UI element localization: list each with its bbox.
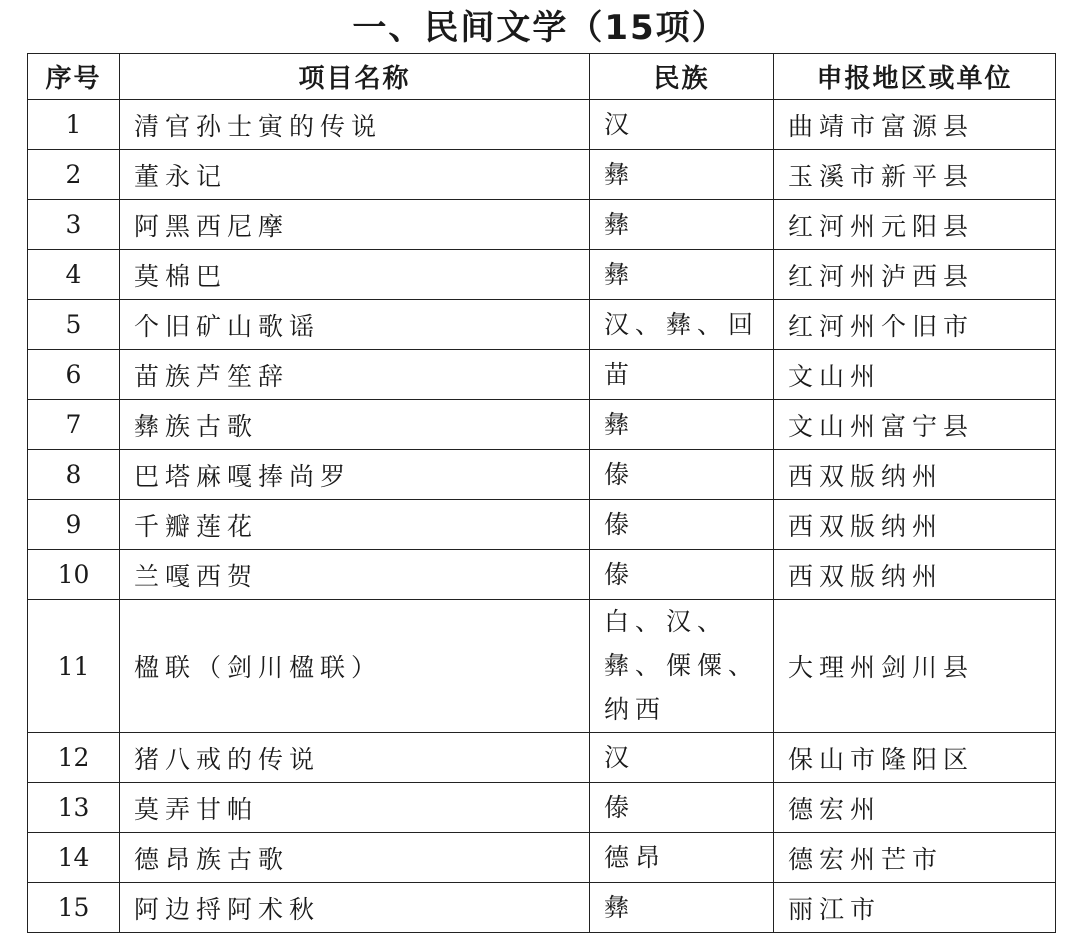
row-ethnicity: 汉、彝、回 bbox=[590, 300, 774, 350]
table-row bbox=[28, 150, 1056, 200]
row-ethnicity: 汉 bbox=[590, 100, 774, 150]
row-name: 彝族古歌 bbox=[120, 400, 590, 450]
row-name: 阿黑西尼摩 bbox=[120, 200, 590, 250]
table-row bbox=[28, 200, 1056, 250]
row-region: 保山市隆阳区 bbox=[774, 733, 1056, 783]
row-no: 2 bbox=[28, 150, 120, 200]
row-name: 阿边捋阿术秋 bbox=[120, 883, 590, 933]
row-region: 丽江市 bbox=[774, 883, 1056, 933]
row-name: 巴塔麻嘎捧尚罗 bbox=[120, 450, 590, 500]
row-name: 董永记 bbox=[120, 150, 590, 200]
row-name: 千瓣莲花 bbox=[120, 500, 590, 550]
row-name: 莫弄甘帕 bbox=[120, 783, 590, 833]
table-row bbox=[28, 350, 1056, 400]
page-title: 一、民间文学（15项） bbox=[352, 8, 728, 48]
header-no: 序号 bbox=[28, 54, 120, 100]
row-name: 楹联（剑川楹联） bbox=[120, 600, 590, 733]
row-region: 曲靖市富源县 bbox=[774, 100, 1056, 150]
row-ethnicity: 彝 bbox=[590, 200, 774, 250]
table-row bbox=[28, 300, 1056, 350]
table-row bbox=[28, 883, 1056, 933]
header-name: 项目名称 bbox=[120, 54, 590, 100]
row-region: 红河州个旧市 bbox=[774, 300, 1056, 350]
row-region: 西双版纳州 bbox=[774, 550, 1056, 600]
row-region: 红河州泸西县 bbox=[774, 250, 1056, 300]
header-ethnicity: 民族 bbox=[590, 54, 774, 100]
table-row bbox=[28, 250, 1056, 300]
row-region: 红河州元阳县 bbox=[774, 200, 1056, 250]
row-no: 1 bbox=[28, 100, 120, 150]
row-ethnicity: 傣 bbox=[590, 783, 774, 833]
row-no: 3 bbox=[28, 200, 120, 250]
row-no: 15 bbox=[28, 883, 120, 933]
row-region: 西双版纳州 bbox=[774, 450, 1056, 500]
row-ethnicity: 傣 bbox=[590, 500, 774, 550]
row-ethnicity: 傣 bbox=[590, 550, 774, 600]
table-row bbox=[28, 450, 1056, 500]
row-region: 文山州 bbox=[774, 350, 1056, 400]
table-row bbox=[28, 400, 1056, 450]
row-region: 大理州剑川县 bbox=[774, 600, 1056, 733]
row-ethnicity: 彝 bbox=[590, 250, 774, 300]
row-region: 文山州富宁县 bbox=[774, 400, 1056, 450]
table-row bbox=[28, 833, 1056, 883]
row-region: 玉溪市新平县 bbox=[774, 150, 1056, 200]
row-region: 西双版纳州 bbox=[774, 500, 1056, 550]
row-no: 10 bbox=[28, 550, 120, 600]
row-no: 7 bbox=[28, 400, 120, 450]
row-no: 9 bbox=[28, 500, 120, 550]
row-name: 莫棉巴 bbox=[120, 250, 590, 300]
table-row bbox=[28, 500, 1056, 550]
row-name: 苗族芦笙辞 bbox=[120, 350, 590, 400]
row-no: 14 bbox=[28, 833, 120, 883]
row-no: 6 bbox=[28, 350, 120, 400]
table-row bbox=[28, 600, 1056, 733]
row-no: 12 bbox=[28, 733, 120, 783]
row-ethnicity: 傣 bbox=[590, 450, 774, 500]
row-name: 个旧矿山歌谣 bbox=[120, 300, 590, 350]
row-region: 德宏州芒市 bbox=[774, 833, 1056, 883]
table-header-row bbox=[28, 54, 1056, 100]
table-row bbox=[28, 733, 1056, 783]
header-region: 申报地区或单位 bbox=[774, 54, 1056, 100]
heritage-table bbox=[27, 53, 1056, 933]
row-ethnicity: 白、汉、彝、傈僳、纳西 bbox=[590, 600, 774, 733]
table-row bbox=[28, 783, 1056, 833]
row-no: 11 bbox=[28, 600, 120, 733]
row-no: 13 bbox=[28, 783, 120, 833]
row-name: 兰嘎西贺 bbox=[120, 550, 590, 600]
row-no: 8 bbox=[28, 450, 120, 500]
row-name: 猪八戒的传说 bbox=[120, 733, 590, 783]
table-row bbox=[28, 550, 1056, 600]
row-name: 德昂族古歌 bbox=[120, 833, 590, 883]
row-ethnicity: 彝 bbox=[590, 883, 774, 933]
row-ethnicity: 彝 bbox=[590, 400, 774, 450]
row-no: 5 bbox=[28, 300, 120, 350]
row-region: 德宏州 bbox=[774, 783, 1056, 833]
row-name: 清官孙士寅的传说 bbox=[120, 100, 590, 150]
row-ethnicity: 彝 bbox=[590, 150, 774, 200]
table-row bbox=[28, 100, 1056, 150]
row-no: 4 bbox=[28, 250, 120, 300]
row-ethnicity: 德昂 bbox=[590, 833, 774, 883]
row-ethnicity: 汉 bbox=[590, 733, 774, 783]
row-ethnicity: 苗 bbox=[590, 350, 774, 400]
